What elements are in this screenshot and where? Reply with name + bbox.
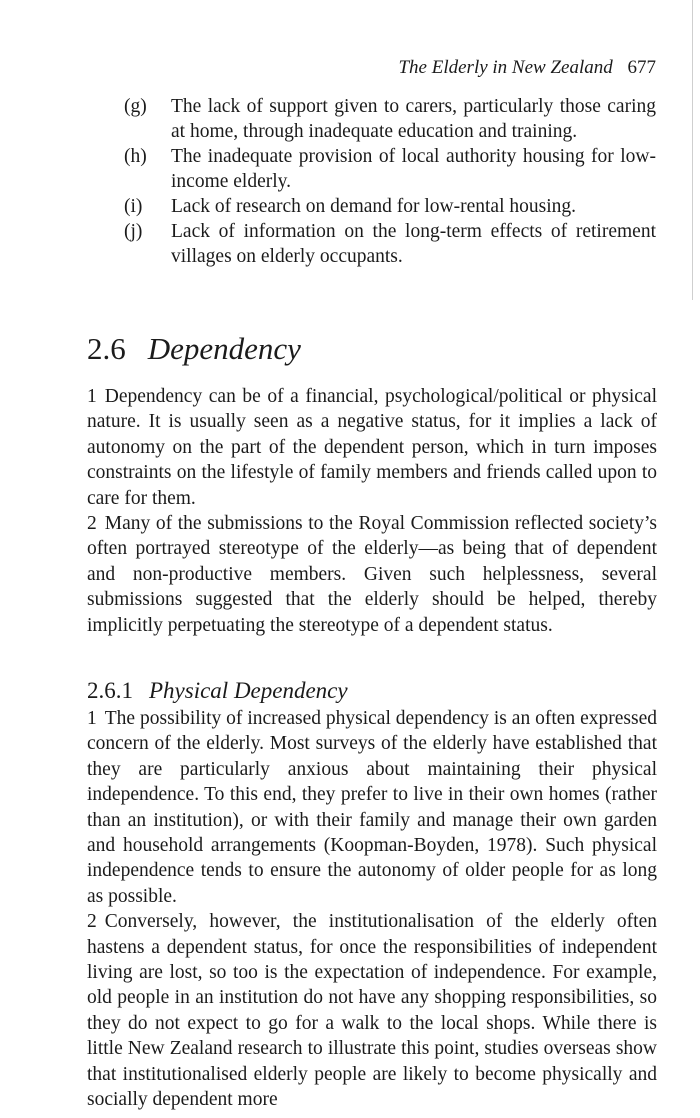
paragraph-text: Conversely, however, the institutionalisation of the elderly often hastens a dependent status, for once the responsibilities of independent living are lost, so too is the expectation of independence. For example, old people in an institution do not have any shopping responsibilities, so they do not expect to go for a walk to the local shops. While there is little New Zealand research to illustrate this point, studies overseas show that institutionalised elderly people are likely to become physically and socially dependent more — [87, 911, 657, 1111]
list-item — [124, 219, 656, 269]
section-number: 2.6 — [87, 331, 126, 366]
recommendation-list — [124, 94, 656, 269]
paragraph — [87, 384, 657, 511]
paragraph-text: Many of the submissions to the Royal Commission reflected society’s often portrayed stereotype of the elderly—as being that of dependent and non-productive members. Given such helplessness, several submissions suggested that the elderly should be helped, thereby implicitly perpetuating the stereotype of a dependent status. — [87, 513, 657, 636]
paragraph-number: 1 — [87, 708, 97, 729]
list-item-marker: (j) — [124, 221, 143, 242]
subsection-body — [87, 706, 657, 1113]
running-head — [398, 56, 656, 80]
section-title: Dependency — [147, 331, 301, 366]
paragraph — [87, 909, 657, 1112]
subsection-heading — [87, 676, 348, 706]
page-number: 677 — [627, 57, 656, 78]
paragraph-number: 1 — [87, 386, 97, 407]
list-item-marker: (g) — [124, 96, 147, 117]
paragraph-number: 2 — [87, 513, 97, 535]
subsection-number: 2.6.1 — [87, 678, 133, 703]
paragraph-text: The possibility of increased physical dependency is an often expressed concern of the elderly. Most surveys of the elderly have established that they are particularly anxious about maintaining their physical independence. To this end, they prefer to live in their own homes (rather than an institution), or with their family and manage their own garden and household arrangements (Koopman-Boyden, 1978). Such physical independence tends to ensure the autonomy of older people for as long as possible. — [87, 708, 657, 907]
list-item-text: Lack of research on demand for low-rental housing. — [171, 196, 577, 217]
paragraph — [87, 706, 657, 909]
list-item-marker: (h) — [124, 146, 147, 167]
list-item-text: The lack of support given to carers, particularly those caring at home, through inadequate education and training. — [171, 96, 656, 142]
list-item-text: Lack of information on the long-term effects of retirement villages on elderly occupants. — [171, 221, 656, 267]
section-heading — [87, 330, 301, 368]
paragraph-text: Dependency can be of a financial, psychological/political or physical nature. It is usually seen as a negative status, for it implies a lack of autonomy on the part of the dependent person, which in turn imposes constraints on the lifestyle of family members and friends called upon to care for them. — [87, 386, 657, 509]
running-head-title: The Elderly in New Zealand — [398, 57, 613, 78]
page-edge-line — [692, 0, 693, 300]
paragraph-number: 2 — [87, 911, 97, 933]
section-body — [87, 384, 657, 638]
subsection-title: Physical Dependency — [149, 678, 348, 703]
list-item — [124, 144, 656, 194]
list-item — [124, 194, 656, 219]
list-item-marker: (i) — [124, 196, 143, 217]
list-item — [124, 94, 656, 144]
list-item-text: The inadequate provision of local authority housing for low-income elderly. — [171, 146, 656, 192]
paragraph — [87, 511, 657, 638]
